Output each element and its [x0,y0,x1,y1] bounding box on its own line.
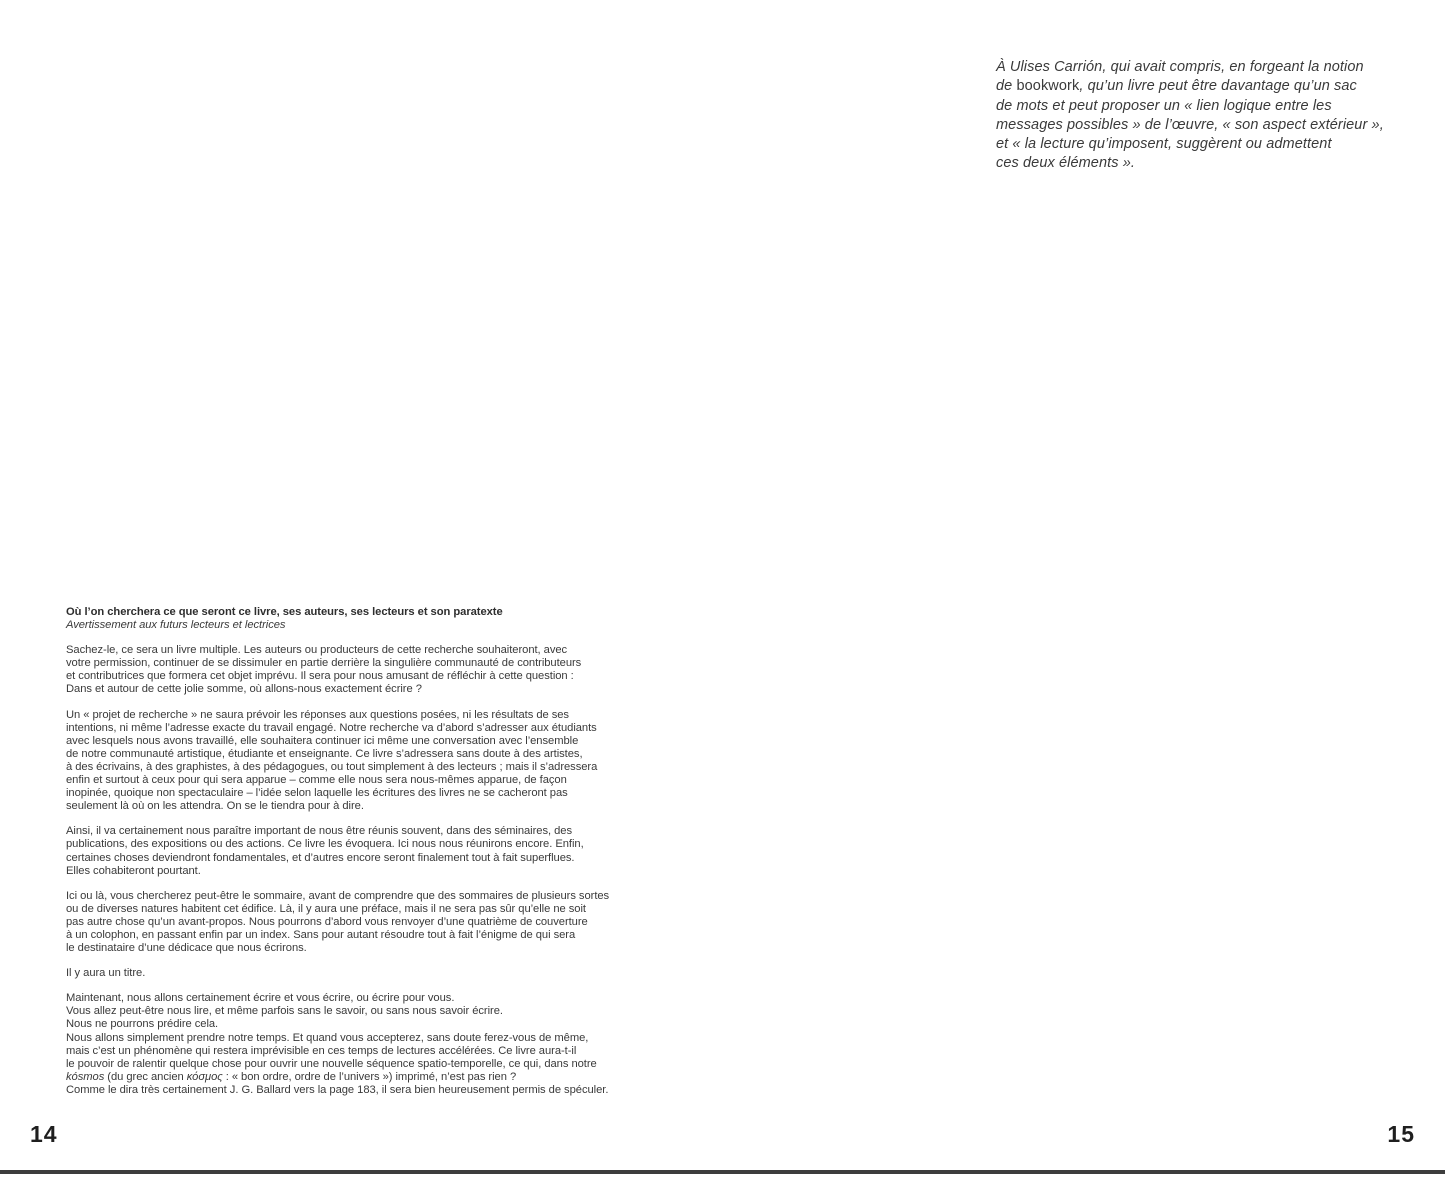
text-line: avec lesquels nous avons travaillé, elle souhaitera continuer ici même une conversation avec l’ensemble [66,734,579,747]
text-line: le pouvoir de ralentir quelque chose pour ouvrir une nouvelle séquence spatio-temporelle, ce qui, dans notre [66,1057,597,1070]
text-line: Elles cohabiteront pourtant. [66,864,201,877]
text-line: mais c’est un phénomène qui restera imprévisible en ces temps de lectures accélérées. Ce livre aura-t-il [66,1044,577,1057]
text-line: et contributrices que formera cet objet imprévu. Il sera pour nous amusant de réfléchir à cette question : [66,670,574,683]
text-line: Maintenant, nous allons certainement écrire et vous écrire, ou écrire pour vous. [66,992,455,1005]
body-paragraphs [66,644,666,1097]
text-line: le destinataire d’une dédicace que nous écrirons. [66,942,307,955]
text-line: certaines choses deviendront fondamentales, et d’autres encore seront finalement tout à fait superflues. [66,851,575,864]
text-line: Nous allons simplement prendre notre temps. Et quand vous accepterez, sans doute ferez-vous de même, [66,1031,589,1044]
text-line: inopinée, quoique non spectaculaire – l’idée selon laquelle les écritures des livres ne se cacheront pas [66,787,568,800]
left-page-text-column [66,606,666,1097]
paragraph [66,825,666,877]
text-line: à des écrivains, à des graphistes, à des pédagogues, ou tout simplement à des lecteurs ; mais il s’adressera [66,760,598,773]
text-line: de mots et peut proposer un « lien logique entre les [996,97,1332,114]
text-line: Il y aura un titre. [66,967,146,980]
section-heading: Où l’on cherchera ce que seront ce livre, ses auteurs, ses lecteurs et son paratexte [66,606,503,618]
paragraph [66,967,666,980]
text-line: de bookwork, qu’un livre peut être davantage qu’un sac [996,78,1357,95]
text-line: Vous allez peut-être nous lire, et même parfois sans le savoir, ou sans nous savoir écrire. [66,1005,503,1018]
text-line: publications, des expositions ou des actions. Ce livre les évoquera. Ici nous nous réunirons encore. Enfin, [66,838,584,851]
epigraph [996,58,1396,174]
page-number-left: 14 [30,1121,58,1147]
paragraph [66,709,666,814]
text-line: ou de diverses natures habitent cet édifice. Là, il y aura une préface, mais il ne sera pas sûr qu’elle ne soit [66,902,586,915]
text-line: Un « projet de recherche » ne saura prévoir les réponses aux questions posées, ni les résultats de ses [66,708,569,721]
text-line: Ici ou là, vous chercherez peut-être le sommaire, avant de comprendre que des sommaires de plusieurs sortes [66,889,610,902]
footer-rule [0,1170,1445,1174]
text-line: Dans et autour de cette jolie somme, où allons-nous exactement écrire ? [66,683,422,696]
text-line: seulement là où on les attendra. On se le tiendra pour à dire. [66,800,364,813]
text-line: enfin et surtout à ceux pour qui sera apparue – comme elle nous sera nous-mêmes apparue, de façon [66,774,567,787]
paragraph [66,890,666,955]
text-line: À Ulises Carrión, qui avait compris, en forgeant la notion [996,59,1364,75]
page-number-right: 15 [1387,1121,1415,1147]
text-line: à un colophon, en passant enfin par un index. Sans pour autant résoudre tout à fait l’énigme de qui sera [66,928,576,941]
text-line: Comme le dira très certainement J. G. Ballard vers la page 183, il sera bien heureusement permis de spéculer. [66,1083,609,1096]
text-line: kósmos (du grec ancien κόσμος : « bon ordre, ordre de l’univers ») imprimé, n’est pas rien ? [66,1070,517,1083]
text-line: Ainsi, il va certainement nous paraître important de nous être réunis souvent, dans des séminaires, des [66,825,573,838]
text-line: intentions, ni même l’adresse exacte du travail engagé. Notre recherche va d’abord s’adresser aux étudiants [66,721,597,734]
text-line: et « la lecture qu’imposent, suggèrent ou admettent [996,136,1332,153]
paragraph [66,992,666,1097]
text-line: pas autre chose qu’un avant-propos. Nous pourrons d’abord vous renvoyer d’une quatrième de couverture [66,915,588,928]
text-line: messages possibles » de l’œuvre, « son aspect extérieur », [996,116,1384,133]
paragraph [66,644,666,696]
text-line: Sachez-le, ce sera un livre multiple. Les auteurs ou producteurs de cette recherche souhaiteront, avec [66,644,568,657]
text-line: votre permission, continuer de se dissimuler en partie derrière la singulière communauté de contributeurs [66,657,582,670]
text-line: ces deux éléments ». [996,155,1136,172]
text-line: de notre communauté artistique, étudiante et enseignante. Ce livre s’adressera sans doute à des artistes, [66,747,583,760]
section-subheading: Avertissement aux futurs lecteurs et lectrices [66,619,286,632]
text-line: Nous ne pourrons prédire cela. [66,1018,219,1031]
